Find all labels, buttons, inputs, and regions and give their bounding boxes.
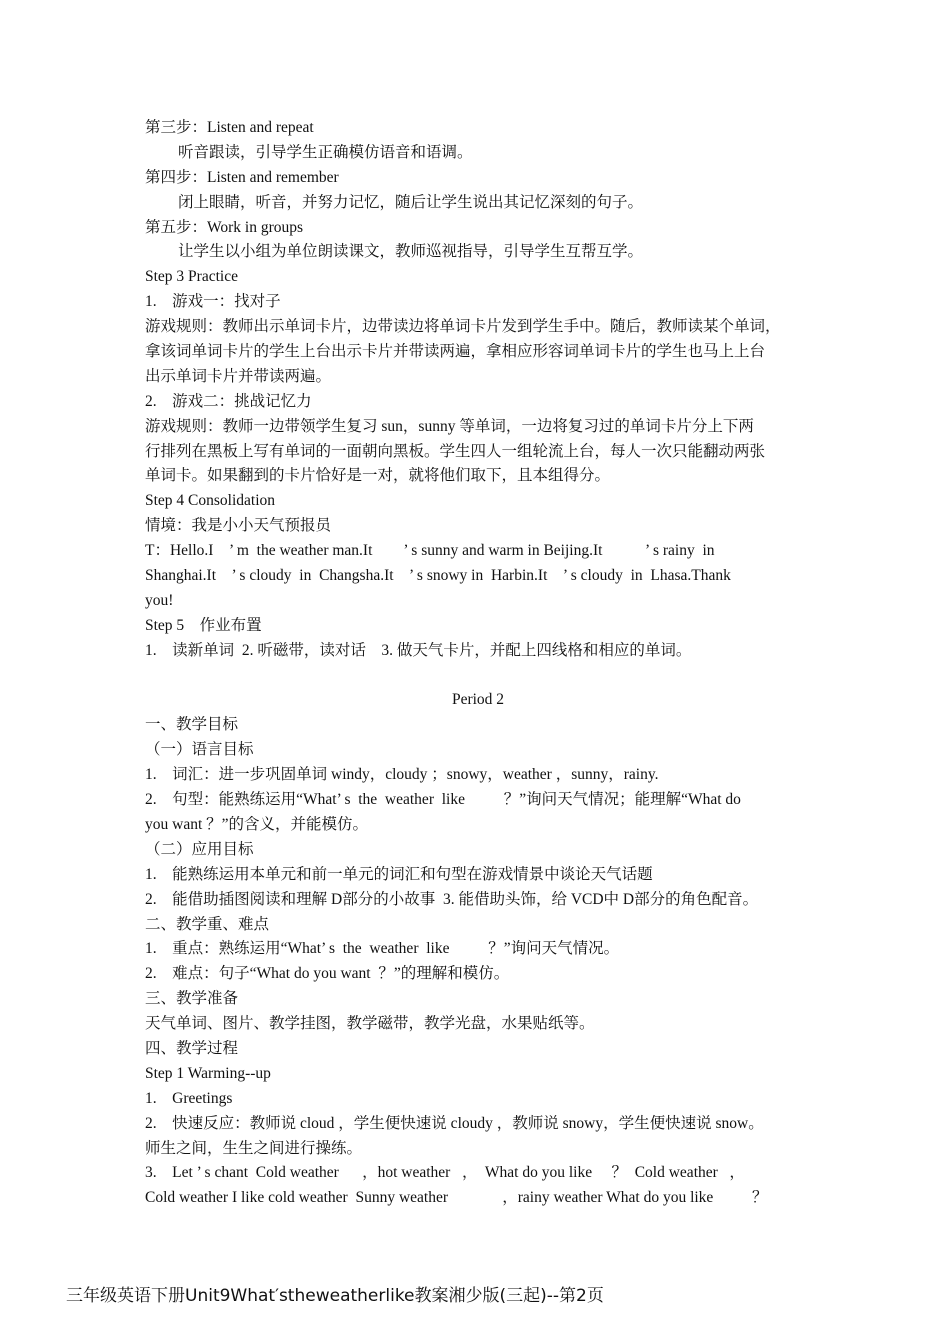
list-item: 1. 能熟练运用本单元和前一单元的词汇和句型在游戏情景中谈论天气话题 bbox=[145, 865, 653, 883]
list-item: 3. Let ’ s chant Cold weather ，hot weather ， What do you like ？ Cold weather ， bbox=[145, 1164, 745, 1182]
document-body bbox=[145, 116, 811, 1211]
paragraph-line: Cold weather I like cold weather Sunny weather ，rainy weather What do you like ？ bbox=[145, 1189, 768, 1207]
list-item: 1. 重点：熟练运用“What’ s the weather like ？”询问天气情况。 bbox=[145, 940, 620, 958]
list-item: 2. 快速反应：教师说 cloud ，学生便快速说 cloudy ，教师说 snowy，学生便快速说 snow。 bbox=[145, 1114, 764, 1132]
list-item: 1. 词汇：进一步巩固单词 windy，cloudy ；snowy，weather ，sunny，rainy. bbox=[145, 766, 659, 784]
step-4-heading: 第四步：Listen and remember bbox=[145, 168, 339, 186]
dialogue-line: T：Hello.I ’ m the weather man.It ’ s sunny and warm in Beijing.It ’ s rainy in bbox=[145, 542, 715, 560]
list-item: 1. Greetings bbox=[145, 1089, 233, 1107]
paragraph-line: 情境：我是小小天气预报员 bbox=[145, 517, 332, 535]
section-heading: 三、教学准备 bbox=[145, 990, 239, 1008]
paragraph-line: 单词卡。如果翻到的卡片恰好是一对，就将他们取下，且本组得分。 bbox=[145, 467, 611, 485]
section-heading: 二、教学重、难点 bbox=[145, 915, 270, 933]
section-heading: 四、教学过程 bbox=[145, 1039, 239, 1057]
step-5-heading: 第五步：Work in groups bbox=[145, 218, 304, 236]
paragraph-line: 师生之间，生生之间进行操练。 bbox=[145, 1139, 363, 1157]
section-heading: 一、教学目标 bbox=[145, 716, 239, 734]
paragraph-line: 拿该词单词卡片的学生上台出示卡片并带读两遍，拿相应形容词单词卡片的学生也马上上台 bbox=[145, 343, 766, 361]
step-heading: Step 1 Warming--up bbox=[145, 1064, 271, 1082]
paragraph-line: you want ？”的含义，并能模仿。 bbox=[145, 815, 369, 833]
blank-line bbox=[145, 664, 811, 689]
paragraph-line: 行排列在黑板上写有单词的一面朝向黑板。学生四人一组轮流上台，每人一次只能翻动两张 bbox=[145, 442, 766, 460]
list-item: 2. 句型：能熟练运用“What’ s the weather like ？”询问天气情况；能理解“What do bbox=[145, 791, 741, 809]
period-title: Period 2 bbox=[451, 691, 505, 709]
paragraph-line: 游戏规则：教师一边带领学生复习 sun，sunny 等单词，一边将复习过的单词卡片分上下两 bbox=[145, 417, 754, 435]
list-item: 2. 能借助插图阅读和理解 D部分的小故事 3. 能借助头饰，给 VCD中 D部分的角色配音。 bbox=[145, 890, 759, 908]
dialogue-line: Shanghai.It ’ s cloudy in Changsha.It ’ s snowy in Harbin.It ’ s cloudy in Lhasa.Thank bbox=[145, 567, 731, 585]
paragraph-line: 游戏规则：教师出示单词卡片，边带读边将单词卡片发到学生手中。随后，教师读某个单词， bbox=[145, 318, 781, 336]
page-footer: 三年级英语下册Unit9What′stheweatherlike教案湘少版(三起)--第2页 bbox=[66, 1286, 604, 1306]
paragraph-line: 听音跟读，引导学生正确模仿语音和语调。 bbox=[178, 143, 473, 161]
list-item: 1. 读新单词 2. 听磁带，读对话 3. 做天气卡片，并配上四线格和相应的单词。 bbox=[145, 641, 692, 659]
section-heading-consolidation: Step 4 Consolidation bbox=[145, 492, 276, 510]
subsection-heading: （一）语言目标 bbox=[145, 741, 254, 759]
paragraph-line: 天气单词、图片、教学挂图，教学磁带，教学光盘，水果贴纸等。 bbox=[145, 1015, 595, 1033]
subsection-heading: （二）应用目标 bbox=[145, 840, 254, 858]
list-item: 2. 游戏二：挑战记忆力 bbox=[145, 392, 312, 410]
section-heading-practice: Step 3 Practice bbox=[145, 268, 238, 286]
step-3-heading: 第三步：Listen and repeat bbox=[145, 119, 314, 136]
paragraph-line: 让学生以小组为单位朗读课文，教师巡视指导，引导学生互帮互学。 bbox=[178, 243, 644, 261]
dialogue-line: you! bbox=[145, 591, 174, 609]
section-heading-homework: Step 5 作业布置 bbox=[145, 616, 262, 634]
paragraph-line: 闭上眼睛，听音，并努力记忆，随后让学生说出其记忆深刻的句子。 bbox=[178, 193, 644, 211]
list-item: 2. 难点：句子“What do you want ？”的理解和模仿。 bbox=[145, 965, 510, 983]
list-item: 1. 游戏一：找对子 bbox=[145, 293, 281, 311]
paragraph-line: 出示单词卡片并带读两遍。 bbox=[145, 367, 332, 385]
